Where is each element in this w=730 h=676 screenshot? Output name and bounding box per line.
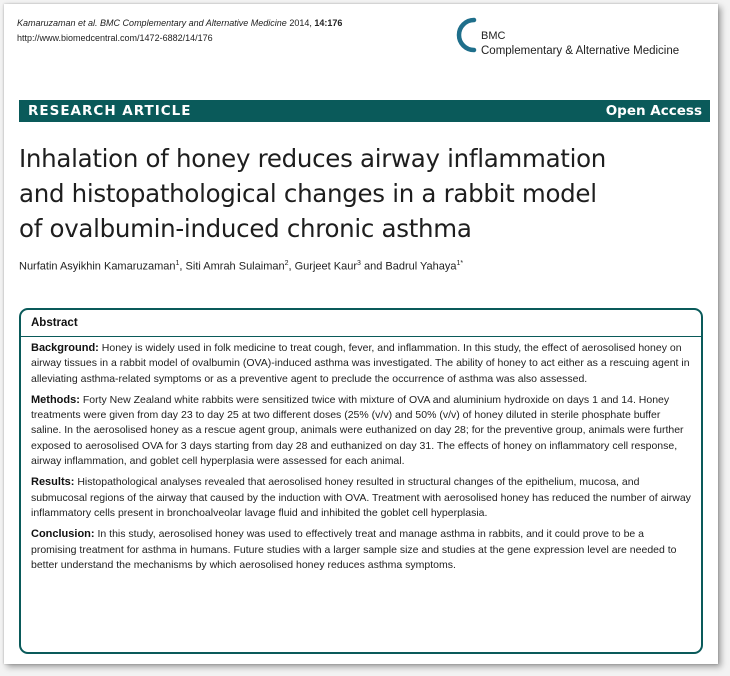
citation-year: 2014, xyxy=(289,18,312,28)
bmc-logo[interactable] xyxy=(452,14,714,64)
abstract-results xyxy=(31,475,691,521)
article-type-label: RESEARCH ARTICLE xyxy=(28,103,192,119)
title-line: of ovalbumin-induced chronic asthma xyxy=(19,214,472,243)
logo-brand: BMC xyxy=(481,30,506,42)
abstract-heading: Abstract xyxy=(31,317,78,329)
logo-journal-name: Complementary & Alternative Medicine xyxy=(481,45,680,57)
abstract-divider xyxy=(21,336,701,337)
section-label: Results: xyxy=(31,476,75,489)
abstract-sections xyxy=(31,341,691,579)
abstract-methods xyxy=(31,393,691,469)
author-separator: , xyxy=(179,260,186,273)
open-access-label: Open Access xyxy=(605,103,702,119)
author-name[interactable]: Siti Amrah Sulaiman xyxy=(185,260,285,273)
article-title xyxy=(19,141,718,246)
section-text: Histopathological analyses revealed that aerosolised honey resulted in structural changes of the epithelium, mucosa, and submucosal regions of the airway that caused by the induction with OVA. Treatment with aerosolised honey has reduced the number of airway inflammatory cells present in bronchoalveolar lavage fluid and inhibited the goblet cell hyperplasia. xyxy=(31,476,691,519)
title-line: Inhalation of honey reduces airway inflammation xyxy=(19,144,607,173)
citation-volume: 14:176 xyxy=(314,18,343,28)
bmc-logo-icon xyxy=(452,14,482,54)
article-page xyxy=(4,4,718,664)
title-line: and histopathological changes in a rabbit model xyxy=(19,179,597,208)
article-type-banner xyxy=(19,100,710,122)
section-label: Background: xyxy=(31,342,99,354)
abstract-background xyxy=(31,341,691,387)
author-affiliation: 1* xyxy=(456,260,464,267)
citation-author: Kamaruzaman xyxy=(17,18,76,28)
abstract-conclusion xyxy=(31,527,691,573)
citation-header xyxy=(17,16,342,46)
author-list xyxy=(19,260,463,273)
author-affiliation: 2 xyxy=(284,260,289,267)
abstract-box xyxy=(19,308,703,654)
section-text: Honey is widely used in folk medicine to treat cough, fever, and inflammation. In this study, the effect of aerosolised honey on airway tissues in a rabbit model of ovalbumin (OVA)-induced asthma was investigated. The ability of honey to act either as a rescuing agent in alleviating asthma-related symptoms or as a preventive agent to preclude the occurrence of asthma was also assessed. xyxy=(31,342,690,385)
citation-url[interactable]: http://www.biomedcentral.com/1472-6882/14/176 xyxy=(17,33,213,43)
author-affiliation: 3 xyxy=(357,260,361,267)
author-name[interactable]: Nurfatin Asyikhin Kamaruzaman xyxy=(19,260,176,273)
citation-line xyxy=(17,16,342,31)
author-separator: and xyxy=(360,260,386,273)
section-text: Forty New Zealand white rabbits were sensitized twice with mixture of OVA and aluminium hydroxide on days 1 and 14. Honey treatments were given from day 23 to day 25 at two different doses (25% (v/v) and 50% (v/v) of honey diluted in sterile phosphate buffer saline. In the aerosolised honey as a rescue agent group, animals were euthanized on day 28; for the preventive group, animals were further exposed to aerosolised OVA for 3 days starting from day 28 and euthanized on day 31. The effects of honey on inflammatory cell response, airway inflammation, and goblet cell hyperplasia were assessed for each animal. xyxy=(31,393,684,468)
section-text: In this study, aerosolised honey was used to effectively treat and manage asthma in rabbits, and it could prove to be a promising treatment for asthma in humans. Future studies with a larger sample size and studies at the gene expression level are needed to better understand the mechanisms by which aerosolised honey reduces asthma symptoms. xyxy=(31,528,677,571)
citation-journal: et al. BMC Complementary and Alternative Medicine xyxy=(78,18,287,28)
author-affiliation: 1 xyxy=(175,260,180,267)
section-label: Methods: xyxy=(31,393,80,406)
author-name[interactable]: Badrul Yahaya xyxy=(385,260,457,273)
section-label: Conclusion: xyxy=(31,528,95,541)
author-separator: , xyxy=(288,260,295,273)
author-name[interactable]: Gurjeet Kaur xyxy=(294,260,357,273)
